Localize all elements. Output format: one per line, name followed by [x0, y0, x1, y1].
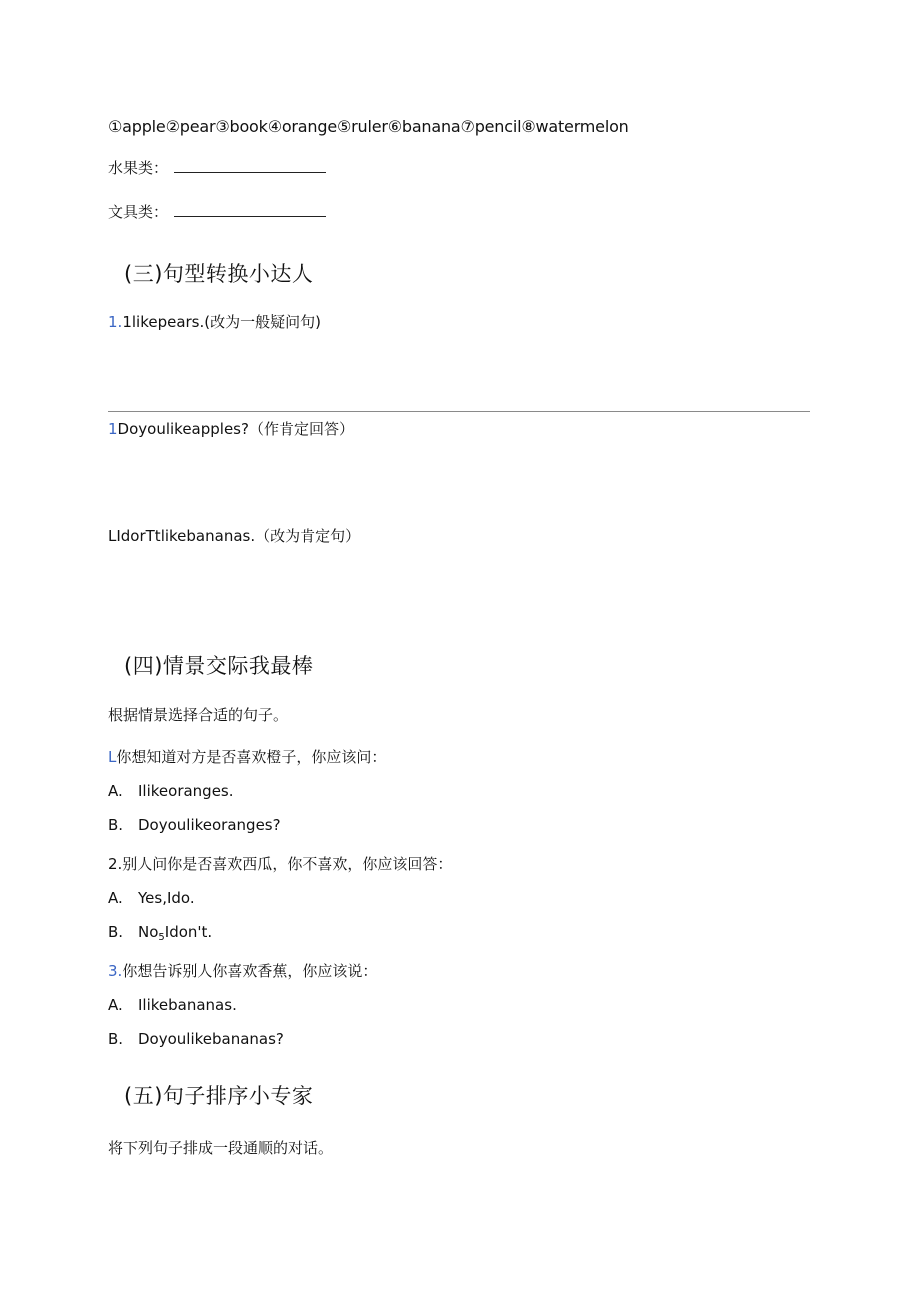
- word-item: orange: [281, 117, 337, 136]
- option-text: Yes,Ido.: [138, 889, 195, 907]
- fruit-category-row: [108, 157, 326, 178]
- section3-question-1: [108, 311, 321, 332]
- option-text: Doyoulikebananas?: [138, 1030, 284, 1048]
- option-letter: A.: [108, 782, 123, 800]
- option-letter: A.: [108, 996, 123, 1014]
- word-marker: ⑥: [387, 117, 402, 136]
- option-a[interactable]: [108, 782, 234, 800]
- question-text: 你想知道对方是否喜欢橙子，你应该问：: [116, 748, 387, 766]
- word-marker: ④: [267, 117, 282, 136]
- section3-heading: (三)句型转换小达人: [124, 262, 314, 286]
- question-text: Doyoulikeapples?（作肯定回答）: [117, 420, 354, 438]
- section3-question-2: [108, 418, 354, 439]
- word-marker: ⑦: [460, 117, 475, 136]
- word-item: book: [229, 117, 268, 136]
- word-item: pencil: [474, 117, 522, 136]
- option-subscript: 5: [158, 932, 165, 943]
- option-letter: A.: [108, 889, 123, 907]
- question-number: 1.: [108, 313, 123, 331]
- section3-question-3: LIdorTtlikebananas.（改为肯定句）: [108, 527, 361, 545]
- option-b[interactable]: [108, 1030, 284, 1048]
- section4-question-1: [108, 746, 386, 767]
- word-bank: [108, 117, 629, 136]
- answer-line: [108, 411, 810, 412]
- word-marker: ①: [108, 117, 123, 136]
- word-marker: ⑤: [336, 117, 352, 136]
- word-marker: ③: [215, 117, 230, 136]
- option-letter: B.: [108, 1030, 124, 1048]
- section5-heading: (五)句子排序小专家: [124, 1084, 314, 1108]
- option-b[interactable]: [108, 816, 281, 834]
- word-item: pear: [179, 117, 216, 136]
- question-number: 3.: [108, 962, 123, 980]
- word-item: banana: [401, 117, 461, 136]
- section4-question-2: 2.别人问你是否喜欢西瓜，你不喜欢，你应该回答：: [108, 855, 453, 873]
- word-item: watermelon: [535, 117, 629, 136]
- option-text: Ilikebananas.: [138, 996, 237, 1014]
- option-text: Doyoulikeoranges?: [138, 816, 281, 834]
- option-text: Ilikeoranges.: [138, 782, 234, 800]
- word-marker: ②: [165, 117, 180, 136]
- section5-instruction: 将下列句子排成一段通顺的对话。: [108, 1139, 334, 1157]
- fruit-answer-blank[interactable]: [174, 158, 326, 173]
- question-text: 你想告诉别人你喜欢香蕉，你应该说：: [122, 962, 378, 980]
- option-a[interactable]: [108, 889, 195, 907]
- option-b[interactable]: [108, 923, 212, 943]
- option-letter: B.: [108, 816, 124, 834]
- word-item: apple: [122, 117, 166, 136]
- option-text-end: Idon't.: [164, 923, 213, 941]
- question-number: L: [108, 748, 117, 766]
- option-letter: B.: [108, 923, 124, 941]
- word-item: ruler: [351, 117, 388, 136]
- question-number: 1: [108, 420, 118, 438]
- stationery-category-row: [108, 201, 326, 222]
- section4-question-3: [108, 960, 377, 981]
- option-a[interactable]: [108, 996, 237, 1014]
- fruit-category-label: 水果类：: [108, 159, 169, 177]
- section4-heading: (四)情景交际我最棒: [124, 654, 314, 678]
- section4-instruction: 根据情景选择合适的句子。: [108, 706, 289, 724]
- option-text-start: No: [138, 923, 159, 941]
- question-text: 1likepears.(改为一般疑问句): [122, 313, 321, 331]
- stationery-answer-blank[interactable]: [174, 202, 326, 217]
- stationery-category-label: 文具类：: [108, 203, 169, 221]
- word-marker: ⑧: [521, 117, 536, 136]
